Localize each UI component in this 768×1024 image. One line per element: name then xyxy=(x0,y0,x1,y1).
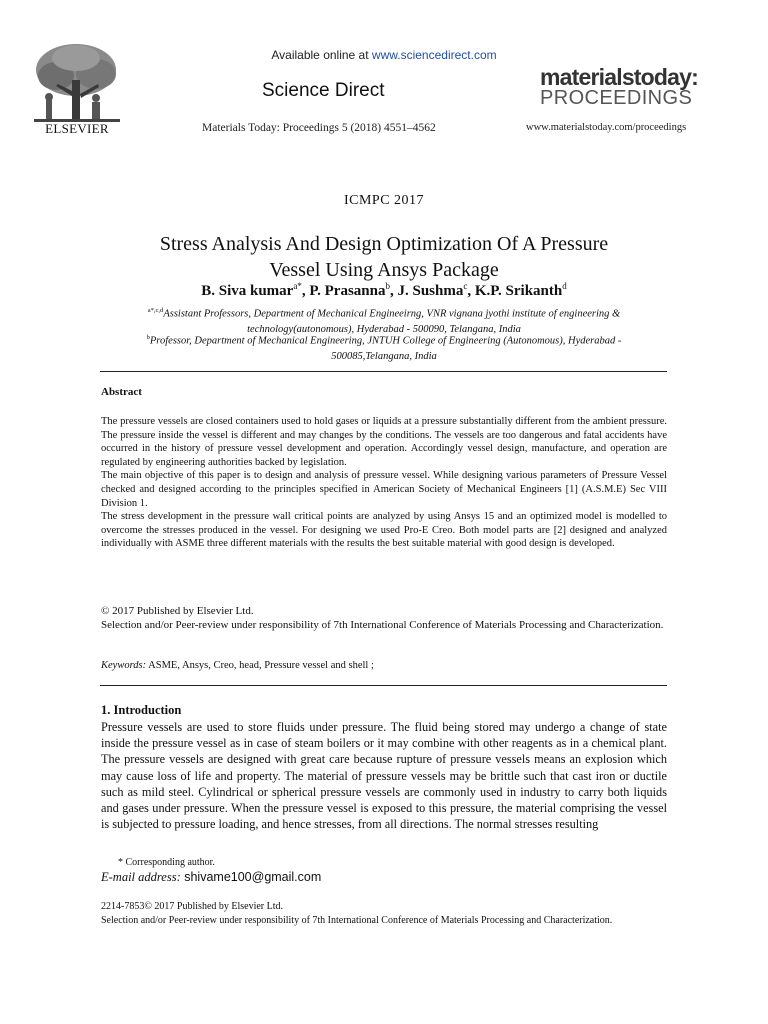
affiliation-line: Assistant Professors, Department of Mechanical Engineeirng, VNR vignana jyothi institute of engineering & xyxy=(163,308,621,320)
author-name: K.P. Srikanth xyxy=(474,283,563,299)
title-line-1: Stress Analysis And Design Optimization Of A Pressure xyxy=(159,233,609,255)
journal-citation: Materials Today: Proceedings 5 (2018) 4551–4562 xyxy=(202,122,436,134)
available-online-line xyxy=(0,48,768,62)
keywords-label: Keywords: xyxy=(101,660,147,671)
elsevier-wordmark: ELSEVIER xyxy=(45,121,109,136)
affiliation-line: 500085,Telangana, India xyxy=(331,350,437,362)
abstract-paragraph: The main objective of this paper is to design and analysis of pressure vessel. While designing various parameters of Pressure Vessel checked and designed according to the principles specified in American Society of Mechanical Engineers [1] (A.S.M.E) Sec VIII Division 1. xyxy=(101,470,667,509)
abstract-body xyxy=(101,415,667,551)
abstract-heading: Abstract xyxy=(101,386,142,398)
sciencedirect-link[interactable]: www.sciencedirect.com xyxy=(371,48,497,62)
abstract-top-rule xyxy=(100,371,667,372)
issn-line: 2214-7853© 2017 Published by Elsevier Ltd. xyxy=(101,901,284,912)
abstract-paragraph: The stress development in the pressure wall critical points are analyzed by using Ansys 15 and an optimized model is modelled to overcome the stresses produced in the vessel. For designing we used Pro-E Creo. Both model parts are [2] designed and analyzed individually with ASME three different materials with the results the best suitable material with good design is developed. xyxy=(101,511,667,550)
author-name: J. Sushma xyxy=(397,283,464,299)
email-label: E-mail address: xyxy=(101,870,181,884)
science-direct-title: Science Direct xyxy=(262,80,385,101)
author-separator: , xyxy=(389,283,398,299)
author-affil-mark: b xyxy=(385,281,390,291)
author-separator: , xyxy=(467,283,475,299)
materials-today-logo xyxy=(540,66,710,108)
email-address[interactable]: shivame100@gmail.com xyxy=(180,870,322,884)
introduction-text: Pressure vessels are used to store fluids under pressure. The fluid being stored may undergo a change of state inside the pressure vessel as in case of steam boilers or it may combine with other reagents as in a chemical plant. The pressure vessels are designed with great care because rupture of pressure vessels means an explosion which may cause loss of life and property. The material of pressure vessels may be brittle such that cast iron or ductile such as mild steel. Cylindrical or spherical pressure vessels are commonly used in industry to carry both liquids and gases under pressure. When the pressure vessel is exposed to this pressure, the material comprising the vessel is subjected to pressure loading, and hence stresses, from all directions. The normal stresses resulting xyxy=(101,720,667,832)
journal-url[interactable]: www.materialstoday.com/proceedings xyxy=(526,122,687,133)
affiliation-line: Professor, Department of Mechanical Engineering, JNTUH College of Engineering (Autonomous), Hyderabad - xyxy=(149,335,622,347)
author-list xyxy=(0,281,768,300)
author-affil-mark: c xyxy=(463,281,468,291)
keywords-list: ASME, Ansys, Creo, head, Pressure vessel and shell ; xyxy=(146,660,374,671)
paper-title xyxy=(84,231,684,283)
author-name: P. Prasanna xyxy=(309,283,386,299)
author-separator: , xyxy=(301,283,310,299)
peer-review-statement: Selection and/or Peer-review under responsibility of 7th International Conference of Materials Processing and Characterization. xyxy=(101,619,664,631)
conference-name: ICMPC 2017 xyxy=(343,193,425,208)
author-affil-mark: a* xyxy=(293,281,302,291)
author-affil-mark: d xyxy=(562,281,567,291)
affiliation xyxy=(94,330,674,364)
affiliation-mark: b xyxy=(146,334,150,341)
title-line-2: Vessel Using Ansys Package xyxy=(269,259,499,281)
available-prefix: Available online at xyxy=(271,48,372,62)
corresponding-author-note: * Corresponding author. xyxy=(118,857,215,868)
email-footnote xyxy=(101,870,321,885)
affiliation-line: technology(autonomous), Hyderabad - 500090, Telangana, India xyxy=(247,323,521,335)
abstract-paragraph: The pressure vessels are closed containers used to hold gases or liquids at a pressure substantially different from the ambient pressure. The pressure inside the vessel is different and may changes by the conditions. The vessels are too dangerous and fatal accidents have occurred in the history of pressure vessel development and operation. Accordingly vessel design, manufacture, and operation are regulated by engineering authorities backed by legislation. xyxy=(101,416,667,468)
copyright-line: © 2017 Published by Elsevier Ltd. xyxy=(101,605,254,617)
author-name: B. Siva kumar xyxy=(201,283,294,299)
footer-peer-review: Selection and/or Peer-review under responsibility of 7th International Conference of Materials Processing and Characterization. xyxy=(101,914,613,926)
section-heading-introduction: 1. Introduction xyxy=(101,703,182,717)
issn-footer xyxy=(101,900,667,927)
logo-top-text: materialstoday: xyxy=(540,64,699,90)
keywords xyxy=(101,660,667,671)
affiliation-mark: a*,c,d xyxy=(147,307,164,314)
abstract-bottom-rule xyxy=(100,685,667,686)
logo-bottom-text: PROCEEDINGS xyxy=(540,87,693,109)
